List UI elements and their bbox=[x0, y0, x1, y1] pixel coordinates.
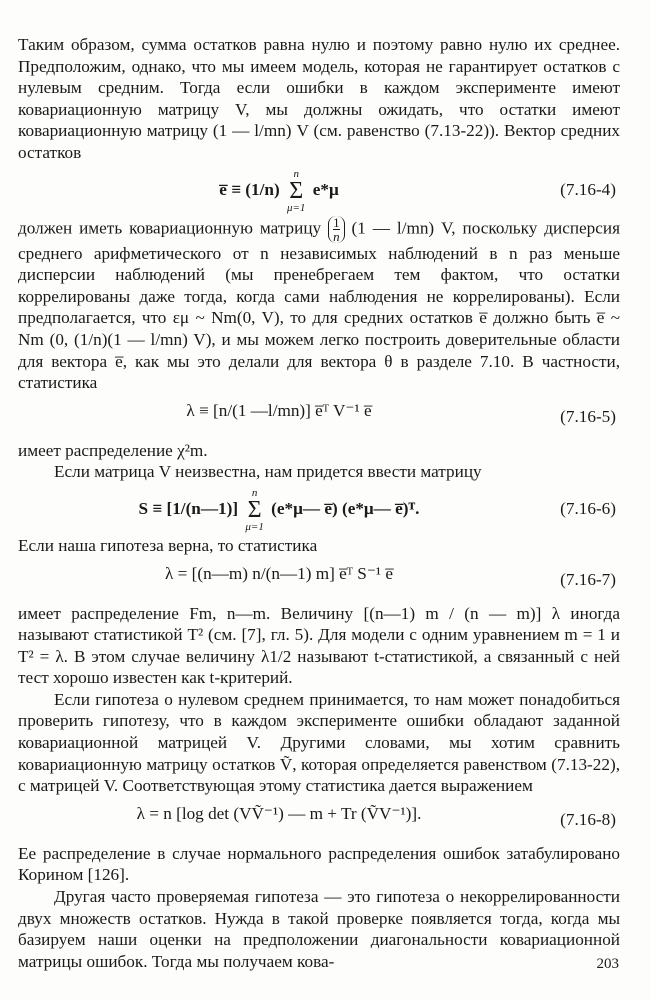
sum-operator bbox=[245, 487, 263, 533]
equation-7-16-7 bbox=[18, 563, 620, 597]
equation-number: (7.16-5) bbox=[560, 406, 616, 426]
equation-body: λ = n [log det (VṼ⁻¹) — m + Tr (ṼV⁻¹)]. bbox=[136, 803, 422, 823]
equation-rhs: (e*μ— e̅) (e*μ— e̅)ᵀ. bbox=[271, 498, 420, 518]
equation-number: (7.16-7) bbox=[560, 569, 616, 589]
paragraph: имеет распределение χ²m. bbox=[18, 440, 208, 460]
paragraph: имеет распределение Fm, n—m. Величину [(n—1) m / (n — m)] λ иногда называют статистикой T² (см. [7], гл. 5). Для модели с одним уравнением m = 1 и T² = λ. В этом случае величину λ1/2 называют t-статистикой, а связанный с ней тест хорошо известен как t-критерий. bbox=[18, 603, 620, 688]
equation-number: (7.16-8) bbox=[560, 810, 616, 830]
sum-upper-limit: n bbox=[251, 486, 258, 499]
paragraph bbox=[18, 216, 620, 394]
equation-7-16-8 bbox=[18, 803, 620, 837]
paragraph: Ее распределение в случае нормального распределения ошибок затабулировано Корином [126]. bbox=[18, 843, 620, 885]
fraction-denominator: n bbox=[333, 228, 340, 244]
paragraph: Другая часто проверяемая гипотеза — это гипотеза о некоррелированности двух множеств остатков. Нужда в такой проверке появляется тогда, когда мы базируем наши оценки на предположении диагональности ковариационной матрицы ошибок. Тогда мы получаем кова- bbox=[18, 887, 620, 971]
equation-lhs: S ≡ [1/(n—1)] bbox=[138, 498, 239, 518]
equation-body bbox=[18, 487, 540, 533]
sum-operator bbox=[287, 168, 305, 214]
fraction-numerator: 1 bbox=[333, 214, 340, 230]
equation-number: (7.16-6) bbox=[560, 499, 616, 519]
paragraph: Если матрица V неизвестна, нам придется ввести матрицу bbox=[54, 462, 482, 482]
sum-lower-limit: μ=1 bbox=[286, 201, 306, 214]
equation-7-16-6 bbox=[18, 487, 620, 531]
equation-rhs: e*μ bbox=[312, 179, 339, 199]
text-fragment: (1 — l/mn) V, поскольку дисперсия среднего арифметического от n независимых наблюдений в n раз меньше дисперсии наблюдений (мы пренебрегаем тем фактом, что остатки коррелированы даже тогда, когда сами наблюдения не коррелированы). Если предполагается, что εμ ~ Nm(0, V), то для средних остатков e̅ должно быть e̅ ~ Nm (0, (1/n)(1 — l/mn) V), и мы можем легко построить доверительные области для вектора e̅, как мы это делали для вектора θ в разделе 7.10. В частности, статистика bbox=[18, 218, 621, 393]
equation-body: λ = [(n—m) n/(n—1) m] e̅ᵀ S⁻¹ e̅ bbox=[165, 563, 393, 583]
paragraph: Таким образом, сумма остатков равна нулю и поэтому равно нулю их среднее. Предположим, однако, что мы имеем модель, которая не гарантирует остатков с нулевым средним. Тогда если ошибки в каждом эксперименте имеют ковариационную матрицу V, мы должны ожидать, что остатки имеют ковариационную матрицу (1 — l/mn) V (см. равенство (7.13-22)). Вектор средних остатков bbox=[18, 35, 620, 162]
paragraph: Если наша гипотеза верна, то статистика bbox=[18, 535, 318, 555]
sum-lower-limit: μ=1 bbox=[245, 520, 264, 533]
sigma-symbol: Σ bbox=[289, 177, 304, 204]
equation-body bbox=[18, 168, 540, 214]
fraction bbox=[328, 216, 345, 243]
text-fragment: должен иметь ковариационную матрицу bbox=[18, 218, 322, 238]
page-number: 203 bbox=[596, 956, 619, 972]
sum-upper-limit: n bbox=[293, 167, 299, 180]
equation-lhs: e̅ ≡ (1/n) bbox=[219, 179, 280, 199]
paragraph: Если гипотеза о нулевом среднем принимается, то нам может понадобиться проверить гипотезу, что в каждом эксперименте ошибки обладают заданной ковариационной матрицей V. Другими словами, мы хотим сравнить ковариационную матрицу остатков Ṽ, которая определяется равенством (7.13-22), с матрицей V. Соответствующая этому статистика дается выражением bbox=[18, 689, 620, 796]
page-body bbox=[18, 34, 620, 972]
equation-7-16-4 bbox=[18, 168, 620, 212]
equation-number: (7.16-4) bbox=[560, 179, 616, 199]
sigma-symbol: Σ bbox=[247, 496, 262, 523]
equation-7-16-5 bbox=[18, 400, 620, 434]
equation-body: λ ≡ [n/(1 —l/mn)] e̅ᵀ V⁻¹ e̅ bbox=[186, 400, 372, 420]
